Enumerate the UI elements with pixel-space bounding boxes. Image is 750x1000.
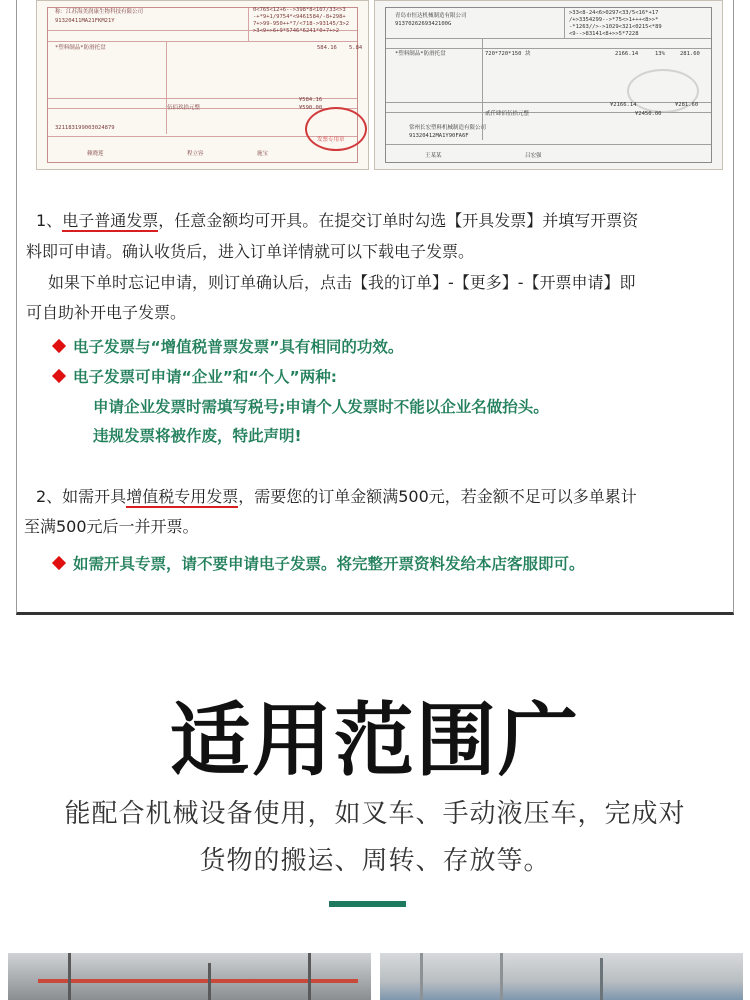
item-price: 584.16 [317,45,337,51]
paragraph-text: 2、如需开具 [36,487,127,506]
paragraph-number: 1、 [36,211,63,230]
reviewer: 程立容 [187,151,204,157]
item-spec: 720*720*150 [485,51,522,57]
note-text: 电子发票可申请“企业”和“个人”两种: [73,368,337,386]
paragraph-line: 至满500元后一并开票。 [24,517,199,536]
cipher-line: >33<8-24<6>0297<33/5<16*+17 [569,10,659,16]
sample-invoice-electronic [36,0,369,170]
item-amount: 2166.14 [615,51,639,57]
note-invoice-types [54,365,337,389]
cipher-line: >3<9+>6+9*5746*6241*0+7+>2 [253,28,340,34]
red-diamond-icon [52,339,66,353]
sample-invoice-vat-special [374,0,723,170]
payee: 赖晓莲 [87,151,104,157]
item-name: *塑料制品*防滑托盘 [395,51,446,57]
note-text: 如需开具专票，请不要申请电子发票。将完整开票资料发给本店客服即可。 [73,555,585,573]
seller-name: 常州长宏塑料机械制造有限公司 [409,125,487,131]
cipher-line: 0<765<12+6-->398*8<107/33<>3 [253,7,346,13]
item-tax: 5.84 [349,45,363,51]
tax-rate: 13% [655,51,665,57]
red-diamond-icon [52,556,66,570]
paragraph-line: 可自助补开电子发票。 [26,303,187,322]
e-invoice-term: 电子普通发票 [62,211,159,230]
note-same-effect [54,335,403,359]
total-amount: ¥2450.00 [635,111,662,117]
total-in-words: 贰仟肆佰伍拾元整 [485,111,530,117]
vat-invoice-term: 增值税专用发票 [126,487,239,506]
reviewer: 吕宏强 [525,153,542,159]
section-description: 能配合机械设备使用，如叉车、手动液压车，完成对 [64,799,686,829]
cipher-line: 7+>99-950++*7/<718->93145/3>2 [253,21,350,27]
note-sub-text: 申请企业发票时需填写税号;申请个人发票时不能以企业名做抬头。 [93,398,549,416]
buyer-name: 青岛市恒达机械制造有限公司 [395,13,467,19]
stamp-text: 发票专用章 [317,137,345,143]
buyer-name: 称：江苏海美润康生物科技有限公司 [55,9,144,15]
paragraph-text: ，任意金额均可开具。在提交订单时勾选【开具发票】并填写开票资 [158,211,639,230]
subtotal: ¥584.16 [299,97,323,103]
cipher-line: /+>3354299-->*75<>1+++<8>>* [569,17,659,23]
cipher-line: -+*9+1/9754*<9461584/-8+298+ [253,14,346,20]
buyer-tax-id: 9137026269342100G [395,21,452,27]
warehouse-photo [8,953,371,1000]
invoice-stamp [305,107,367,151]
factory-photo [380,953,743,1000]
note-special-invoice [54,552,585,576]
item-name: *塑料制品*防滑托盘 [55,45,106,51]
paragraph-line: 料即可申请。确认收货后，进入订单详情就可以下载电子发票。 [26,242,475,261]
cipher-line: <9-->83141<8+>>5*7228 [569,31,639,37]
tax-total: ¥281.60 [675,102,699,108]
reissue-paragraph: 如果下单时忘记申请，则订单确认后，点击【我的订单】-【更多】-【开票申请】即 [48,273,636,292]
item-tax: 281.60 [680,51,700,57]
buyer-tax-id: 91320411MA21FKM21Y [55,18,115,24]
drawer: 施宝 [257,151,269,157]
cipher-line: -*1263//>->1029<321<0215<*89 [569,24,662,30]
subtotal: ¥2166.14 [610,102,637,108]
seller-tax-id: 321183199003024879 [55,125,115,131]
section-title: 适用范围广 [170,694,580,787]
total-in-words: 伍佰玖拾元整 [167,105,201,111]
vat-invoice-paragraph [36,482,637,512]
red-diamond-icon [52,369,66,383]
seller-tax-id: 91320412MA1Y90FA6F [409,133,469,139]
note-text: 电子发票与“增值税普票发票”具有相同的功效。 [73,338,404,356]
paragraph-text: ，需要您的订单金额满500元，若金额不足可以多单累计 [238,487,637,506]
section-description: 货物的搬运、周转、存放等。 [199,846,551,876]
item-unit: 块 [525,51,531,57]
payee: 王某某 [425,153,442,159]
total-amount: ¥590.00 [299,105,323,111]
section-divider [329,901,406,907]
note-warning: 违规发票将被作废，特此声明! [93,427,302,445]
e-invoice-paragraph [36,206,638,236]
